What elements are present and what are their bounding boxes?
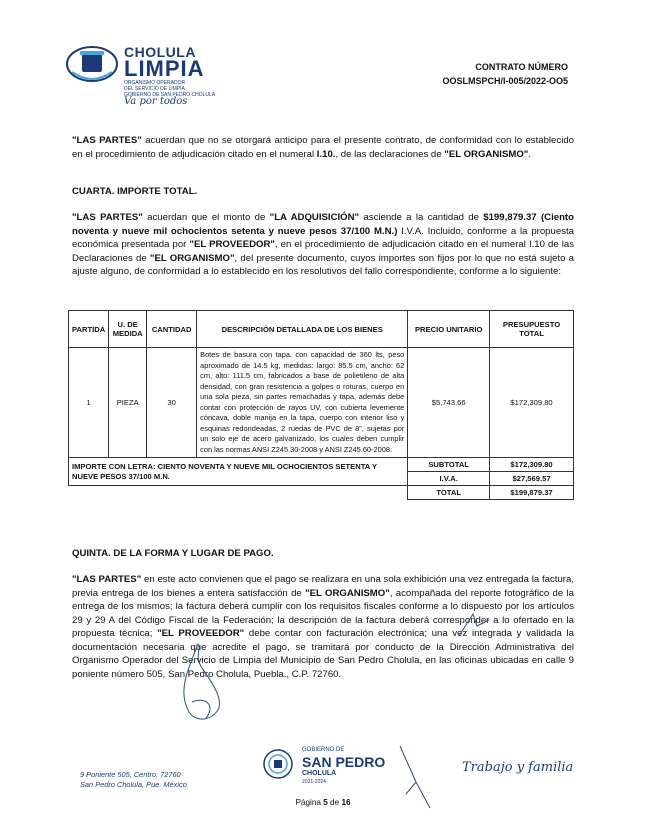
subtotal-value: $172,309.80 bbox=[490, 458, 574, 472]
empty-cell bbox=[69, 486, 408, 500]
footer-address: 9 Poniente 505, Centro, 72760 San Pedro Cholula, Pue. México bbox=[80, 770, 187, 789]
page-number: Página 5 de 16 bbox=[295, 798, 351, 807]
iva-label: I.V.A. bbox=[408, 472, 490, 486]
cell-total: $172,309.80 bbox=[490, 348, 574, 458]
logo-subtitle: ORGANISMO OPERADOR DEL SERVICIO DE LIMPIA GOBIERNO DE SAN PEDRO CHOLULA bbox=[124, 80, 216, 98]
signature-mark-right bbox=[455, 610, 495, 640]
footer-slogan: Trabajo y familia bbox=[462, 760, 574, 775]
contract-number: OOSLMSPCH/I-005/2022-OO5 bbox=[442, 76, 568, 86]
importe-letra: IMPORTE CON LETRA: CIENTO NOVENTA Y NUEVE MIL OCHOCIENTOS SETENTA Y NUEVE PESOS 37/100 M.N. bbox=[69, 458, 408, 486]
table-header-row bbox=[69, 311, 574, 348]
cell-precio: $5,743.66 bbox=[408, 348, 490, 458]
header-cantidad: CANTIDAD bbox=[147, 311, 197, 348]
header-partida: PARTIDA bbox=[69, 311, 109, 348]
iva-value: $27,569.57 bbox=[490, 472, 574, 486]
table-row bbox=[69, 348, 574, 458]
header-descripcion: DESCRIPCIÓN DETALLADA DE LOS BIENES bbox=[197, 311, 408, 348]
cell-unidad: PIEZA bbox=[109, 348, 147, 458]
signature-mark-left bbox=[158, 640, 238, 730]
cholula-limpia-logo bbox=[66, 38, 246, 110]
subtotal-row bbox=[69, 458, 574, 472]
paragraph-anticipo: "LAS PARTES" acuerdan que no se otorgará anticipo para el presente contrato, de conformidad con lo establecido en el procedimiento de adjudicación citado en el numeral I.10., de las declaraciones de "EL ORGANISMO". bbox=[72, 135, 574, 160]
logo-slogan: Va por todos bbox=[124, 96, 188, 107]
total-label: TOTAL bbox=[408, 486, 490, 500]
cell-cantidad: 30 bbox=[147, 348, 197, 458]
header-total: PRESUPUESTO TOTAL bbox=[490, 311, 574, 348]
cell-descripcion: Botes de basura con tapa, con capacidad de 360 lts, peso aproximado de 14.5 kg, medidas: largo: 85.5 cm, ancho: 62 cm, alto: 111.5 cm, fabricados a base de polietileno de alta densidad, con gran resistencia a golpes o roturas, cuerpo en una sola pieza, sin partes remachadas y tapa, además debe contar con protección de rayos UV, con cubierta levemente cóncava, doble manija en la tapa, cuerpo con interior liso y esquinas redondeadas, 2 ruedas de PVC de 8", sujetas por un solo eje de acero galvanizado, los cuales deben cumplir con las normas ANSI Z245.30-2008 y ANSI Z245.60-2008. bbox=[197, 348, 408, 458]
total-row bbox=[69, 486, 574, 500]
header-precio: PRECIO UNITARIO bbox=[408, 311, 490, 348]
contract-number-block bbox=[442, 60, 568, 88]
subtotal-label: SUBTOTAL bbox=[408, 458, 490, 472]
total-value: $199,879.37 bbox=[490, 486, 574, 500]
trash-can-logo-icon bbox=[66, 42, 118, 82]
logo-title-limpia: LIMPIA bbox=[124, 56, 205, 81]
contract-label: CONTRATO NÚMERO bbox=[475, 62, 568, 72]
gobierno-emblem-icon bbox=[262, 748, 294, 780]
bienes-table bbox=[68, 310, 574, 500]
cell-partida: 1 bbox=[69, 348, 109, 458]
paragraph-importe: "LAS PARTES" acuerdan que el monto de "LA ADQUISICIÓN" asciende a la cantidad de $199,879.37 (Ciento noventa y nueve mil ochocientos setenta y nueve pesos 37/100 M.N.) I.V.A. Incluido, conforme a la propuesta económica presentada por "EL PROVEEDOR", en el procedimiento de adjudicación citado en el numeral I.10 de las Declaraciones de "EL ORGANISMO", del presente documento, cuyos importes son fijos por lo que no está sujeto a ajuste alguno, de conformidad a lo establecido en los resolutivos del fallo correspondiente, conforme a lo siguiente: bbox=[72, 212, 575, 277]
header-unidad: U. DE MEDIDA bbox=[109, 311, 147, 348]
heading-cuarta: CUARTA. IMPORTE TOTAL. bbox=[72, 186, 198, 197]
logo-title-cholula: CHOLULA bbox=[124, 44, 196, 60]
heading-quinta: QUINTA. DE LA FORMA Y LUGAR DE PAGO. bbox=[72, 548, 274, 559]
paragraph-pago: "LAS PARTES" en este acto convienen que el pago se realizara en una sola exhibición una vez entregada la factura, previa entrega de los bienes a entera satisfacción de "EL ORGANISMO", acompañada del reporte fotográfico de la entrega de los mismos; la factura deberá cumplir con los requisitos fiscales conforme a lo dispuesto por los artículos 29 y 29 A del Código Fiscal de la Federación; la descripción de la factura deberá corresponder a lo ofertado en la propuesta técnica; "EL PROVEEDOR" debe contar con facturación electrónica; una vez integrada y validada la documentación necesaria que acredite el pago, se tramitará por conducto de la Dirección Administrativa del Organismo Operador del Servicio de Limpia del Municipio de San Pedro Cholula, en las oficinas ubicadas en calle 9 poniente número 505, San Pedro Cholula, Puebla., C.P. 72760. bbox=[72, 574, 575, 680]
gobierno-logo: GOBIERNO DE SAN PEDRO CHOLULA 2021-2024 bbox=[262, 744, 412, 794]
